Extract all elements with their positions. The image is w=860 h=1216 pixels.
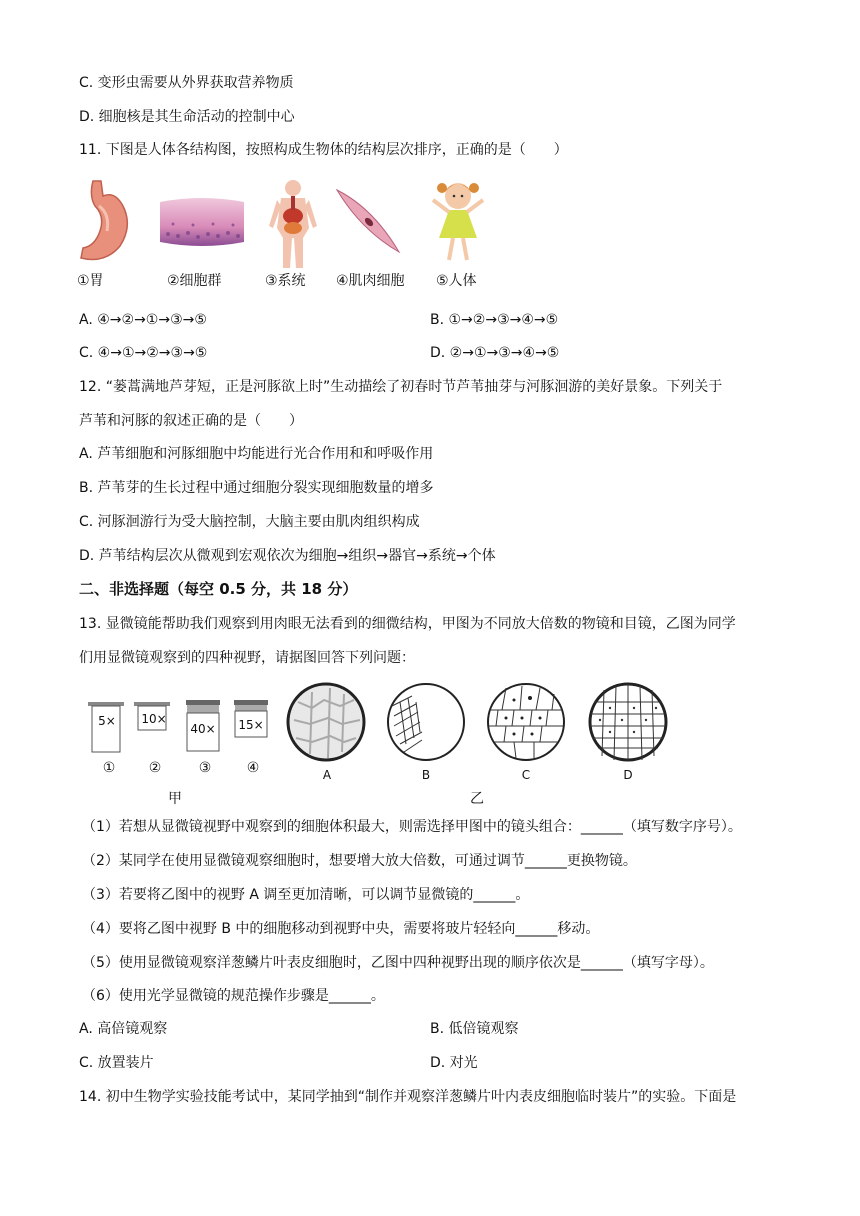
label-cell-group: ②细胞群 xyxy=(167,273,222,289)
system-image xyxy=(263,178,323,270)
q11-option-b: B. ①→②→③→④→⑤ xyxy=(430,312,559,328)
q11-option-c: C. ④→①→②→③→⑤ xyxy=(79,345,208,361)
lens-3-num: ③ xyxy=(198,760,212,776)
lens-4-num: ④ xyxy=(246,760,260,776)
label-system: ③系统 xyxy=(265,273,306,289)
label-human-body: ⑤人体 xyxy=(436,273,477,289)
figure-yi-caption: 乙 xyxy=(470,791,484,807)
lens-2-mag: 10× xyxy=(141,712,167,726)
q13-sub4: （4）要将乙图中视野 B 中的细胞移动到视野中央，需要将玻片轻轻向______移动。 xyxy=(82,921,600,937)
stomach-image xyxy=(75,176,135,266)
q13-option-d: D. 对光 xyxy=(430,1055,478,1071)
view-b-label: B xyxy=(421,768,431,782)
q13-option-a: A. 高倍镜观察 xyxy=(79,1021,168,1037)
q13-stem-line2: 们用显微镜观察到的四种视野，请据图回答下列问题： xyxy=(79,650,415,666)
label-muscle-cell: ④肌肉细胞 xyxy=(336,273,405,289)
q12-option-d: D. 芦苇结构层次从微观到宏观依次为细胞→组织→器官→系统→个体 xyxy=(79,548,496,564)
tissue-image xyxy=(158,194,246,250)
lens-1-num: ① xyxy=(102,760,116,776)
q13-option-c: C. 放置装片 xyxy=(79,1055,154,1071)
lens-4-mag: 15× xyxy=(238,718,264,732)
muscle-cell-image xyxy=(333,186,403,256)
q12-option-a: A. 芦苇细胞和河豚细胞中均能进行光合作用和和呼吸作用 xyxy=(79,446,434,462)
q12-stem-line1: 12. “蒌蒿满地芦芽短，正是河豚欲上时”生动描绘了初春时节芦苇抽芽与河豚洄游的美好景象。下列关于 xyxy=(79,379,723,395)
q10-option-d: D. 细胞核是其生命活动的控制中心 xyxy=(79,109,295,125)
view-d-label: D xyxy=(623,768,633,782)
view-group xyxy=(284,682,674,766)
q14-stem-line1: 14. 初中生物学实验技能考试中，某同学抽到“制作并观察洋葱鳞片叶内表皮细胞临时装片”的实验。下面是 xyxy=(79,1089,737,1105)
q13-sub1: （1）若想从显微镜视野中观察到的细胞体积最大，则需选择甲图中的镜头组合：______（填写数字序号）。 xyxy=(82,819,742,835)
q11-option-a: A. ④→②→①→③→⑤ xyxy=(79,312,207,328)
q12-option-b: B. 芦苇芽的生长过程中通过细胞分裂实现细胞数量的增多 xyxy=(79,480,434,496)
view-a-label: A xyxy=(322,768,332,782)
lens-3-mag: 40× xyxy=(190,722,216,736)
girl-image xyxy=(427,176,489,268)
lens-1-mag: 5× xyxy=(98,714,116,728)
q11-stem: 11. 下图是人体各结构图，按照构成生物体的结构层次排序，正确的是（ ） xyxy=(79,142,568,158)
view-c-label: C xyxy=(521,768,531,782)
lens-2-num: ② xyxy=(148,760,162,776)
q12-option-c: C. 河豚洄游行为受大脑控制，大脑主要由肌肉组织构成 xyxy=(79,514,420,530)
q13-stem-line1: 13. 显微镜能帮助我们观察到用肉眼无法看到的细微结构，甲图为不同放大倍数的物镜和目镜，乙图为同学 xyxy=(79,616,736,632)
q12-stem-line2: 芦苇和河豚的叙述正确的是（ ） xyxy=(79,413,303,429)
q13-option-b: B. 低倍镜观察 xyxy=(430,1021,519,1037)
q13-sub5: （5）使用显微镜观察洋葱鳞片叶表皮细胞时，乙图中四种视野出现的顺序依次是______（填写字母）。 xyxy=(82,955,714,971)
q11-option-d: D. ②→①→③→④→⑤ xyxy=(430,345,560,361)
q11-figure xyxy=(75,176,495,296)
q13-figure xyxy=(84,682,674,812)
figure-jia-caption: 甲 xyxy=(168,791,182,807)
q13-sub3: （3）若要将乙图中的视野 A 调至更加清晰，可以调节显微镜的______。 xyxy=(82,887,530,903)
section-title: 二、非选择题（每空 0.5 分，共 18 分） xyxy=(79,580,358,598)
label-stomach: ①胃 xyxy=(77,273,104,289)
q10-option-c: C. 变形虫需要从外界获取营养物质 xyxy=(79,75,294,91)
q13-sub6: （6）使用光学显微镜的规范操作步骤是______。 xyxy=(82,988,385,1004)
q13-sub2: （2）某同学在使用显微镜观察细胞时，想要增大放大倍数，可通过调节______更换物镜。 xyxy=(82,853,637,869)
